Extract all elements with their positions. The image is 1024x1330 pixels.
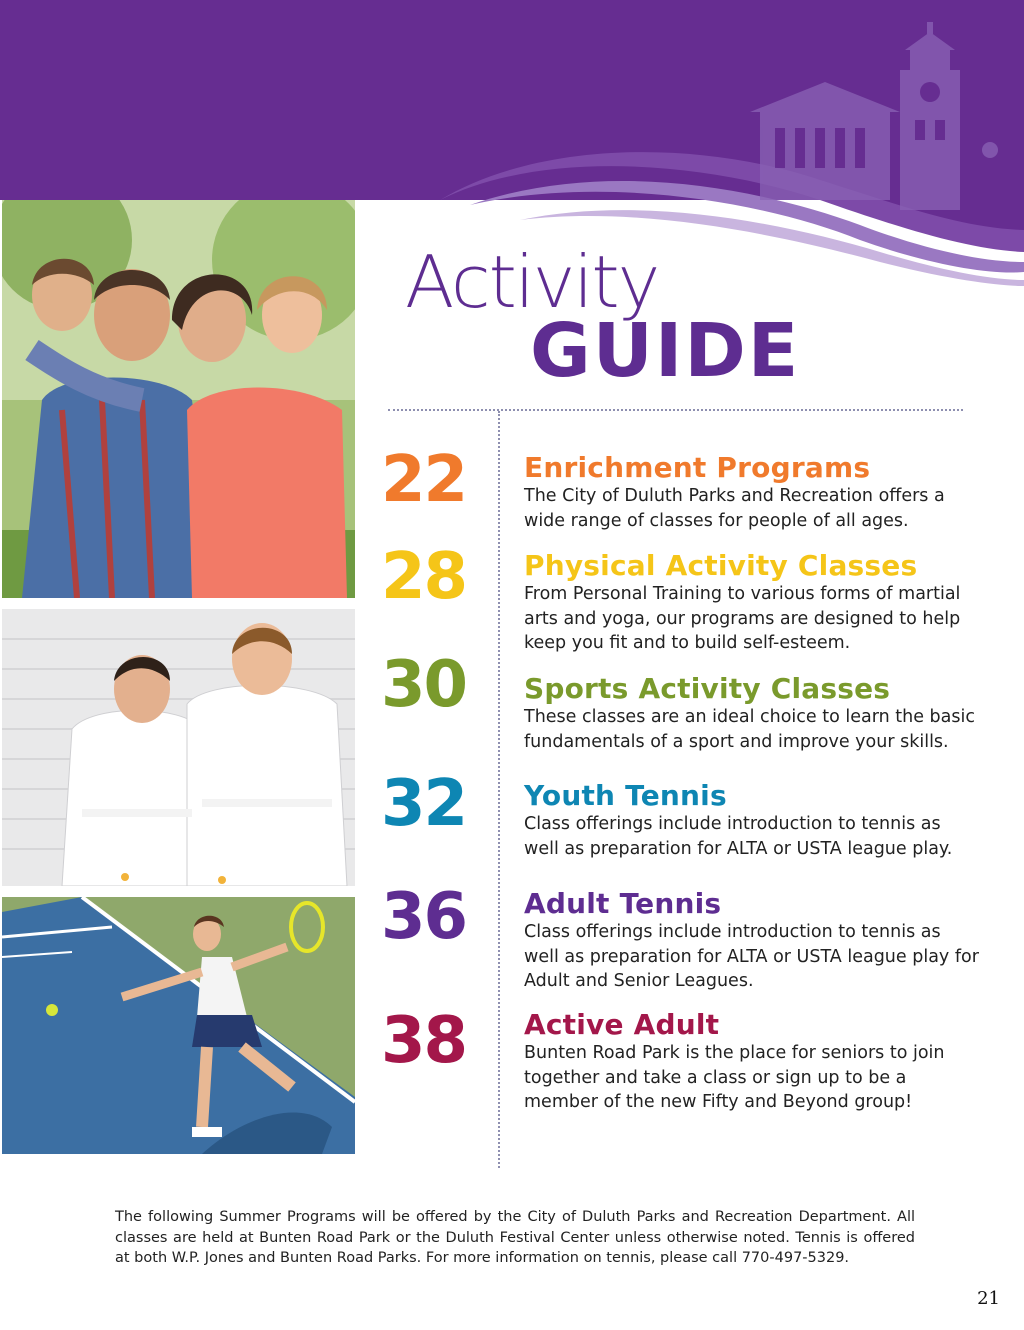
title-activity: Activity (405, 240, 659, 324)
toc-page-number: 36 (381, 880, 467, 954)
toc-description: Class offerings include introduction to tennis as well as preparation for ALTA or USTA league play. (524, 814, 953, 859)
toc-heading: Youth Tennis (524, 779, 727, 812)
toc-description: From Personal Training to various forms of martial arts and yoga, our programs are designed to help keep you fit and to build self-esteem. (524, 584, 961, 653)
toc-entry-active-adult (524, 1009, 994, 1115)
toc-description: Bunten Road Park is the place for seniors to join together and take a class or sign up to be a member of the new Fifty and Beyond group! (524, 1043, 945, 1112)
vertical-divider (498, 411, 500, 1168)
toc-heading: Enrichment Programs (524, 451, 871, 484)
karate-kids-photo (2, 609, 355, 886)
page-number: 21 (977, 1288, 1000, 1309)
toc-page-number: 32 (381, 767, 467, 841)
toc-heading: Sports Activity Classes (524, 672, 891, 705)
toc-heading: Physical Activity Classes (524, 549, 918, 582)
tennis-player-photo (2, 897, 355, 1154)
family-photo (2, 200, 355, 598)
toc-entry-sports (524, 673, 994, 754)
toc-entry-enrichment (524, 452, 994, 533)
toc-entry-youth-tennis (524, 780, 994, 861)
toc-page-number: 22 (381, 443, 467, 517)
toc-description: The City of Duluth Parks and Recreation offers a wide range of classes for people of all ages. (524, 486, 945, 531)
toc-page-number: 38 (381, 1004, 467, 1078)
toc-page-number: 28 (381, 540, 467, 614)
title-guide: GUIDE (530, 308, 801, 394)
toc-entry-physical (524, 550, 994, 656)
toc-heading: Active Adult (524, 1008, 720, 1041)
footer-note: The following Summer Programs will be offered by the City of Duluth Parks and Recreation Department. All classes are held at Bunten Road Park or the Duluth Festival Center unless otherwise noted. Tennis is offered at both W.P. Jones and Bunten Road Parks. For more information on tennis, please call 770-497-5329. (115, 1209, 915, 1266)
horizontal-divider (388, 409, 963, 411)
toc-description: Class offerings include introduction to tennis as well as preparation for ALTA or USTA league play for Adult and Senior Leagues. (524, 922, 979, 991)
toc-page-number: 30 (381, 648, 467, 722)
toc-heading: Adult Tennis (524, 887, 722, 920)
toc-description: These classes are an ideal choice to learn the basic fundamentals of a sport and improve your skills. (524, 707, 975, 752)
toc-entry-adult-tennis (524, 888, 994, 994)
